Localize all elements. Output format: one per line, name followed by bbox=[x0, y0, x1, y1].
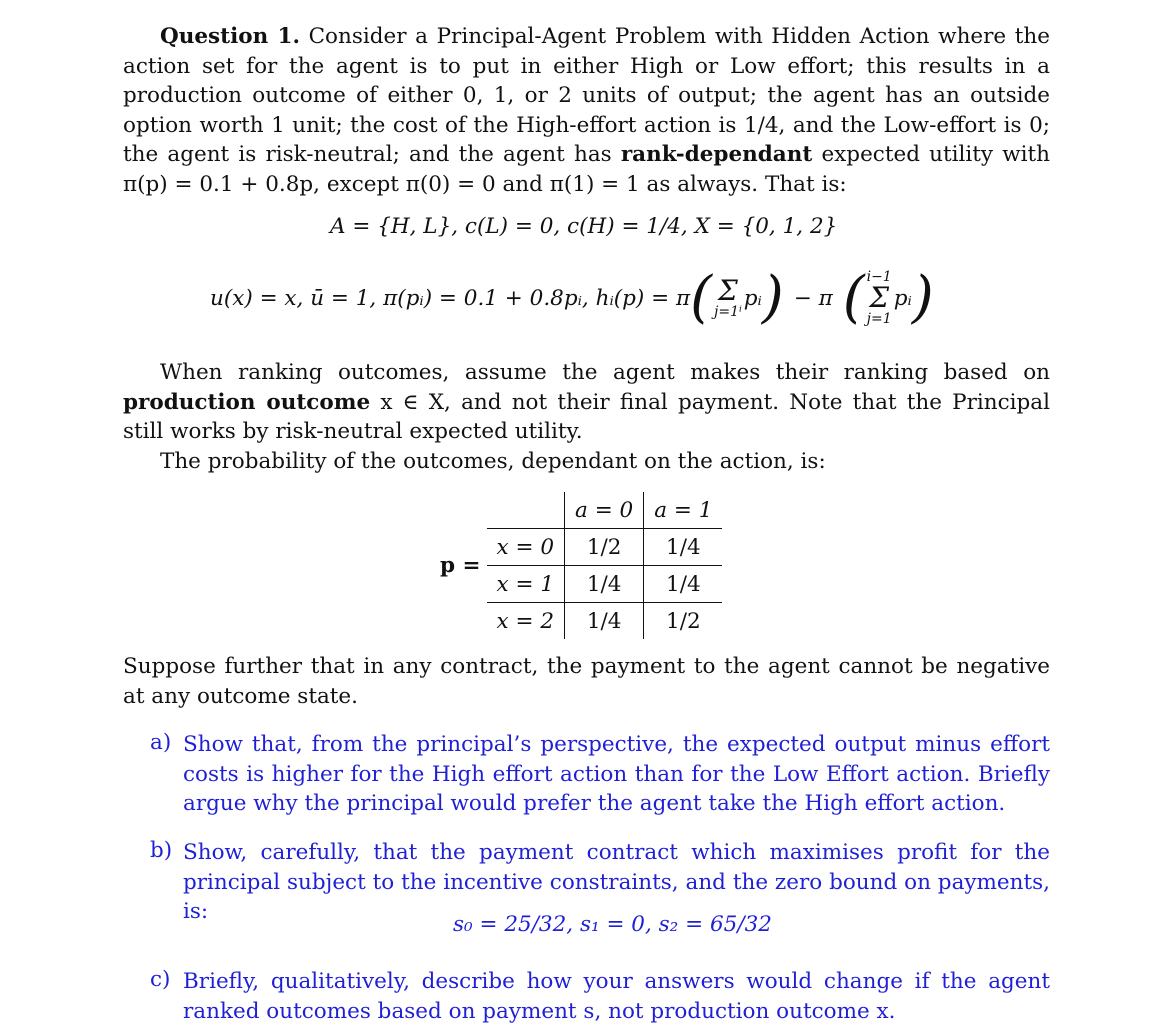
part-c-label: c) bbox=[150, 967, 171, 992]
table-cell: 1/4 bbox=[565, 603, 644, 640]
matrix-label: p = bbox=[440, 553, 481, 578]
intro-text-b: expected utility with π(p) = 0.1 + 0.8p, except π(0) = 0 and π(1) = 1 as always. That is: bbox=[123, 142, 1050, 197]
table-header-row bbox=[487, 492, 723, 529]
ranking-bold-term: production outcome bbox=[123, 389, 371, 415]
question-heading: Question 1. bbox=[160, 24, 300, 49]
ranking-text-b: x ∈ X, and not their final payment. Note that the Principal still works by risk-neutral expected utility. bbox=[123, 389, 1050, 444]
left-paren-2: ( bbox=[842, 265, 865, 330]
table-cell: x = 2 bbox=[487, 603, 565, 640]
equation-utility bbox=[210, 265, 934, 330]
table-header-cell bbox=[487, 492, 565, 529]
intro-bold-term: rank-dependant bbox=[620, 142, 813, 167]
table-row bbox=[487, 529, 723, 566]
ranking-paragraph bbox=[123, 358, 1050, 447]
table-cell: 1/4 bbox=[666, 534, 701, 560]
equation-action-set: A = {H, L}, c(L) = 0, c(H) = 1/4, X = {0, 1, 2} bbox=[330, 214, 838, 239]
table-header-cell: a = 1 bbox=[654, 497, 713, 523]
table-cell: 1/2 bbox=[666, 608, 701, 634]
table-row bbox=[487, 566, 723, 603]
sum-2 bbox=[867, 270, 892, 326]
part-a-text: Show that, from the principal’s perspective, the expected output minus effort costs is higher for the High effort action than for the Low Effort action. Briefly argue why the principal would prefer the agent take the High effort action. bbox=[183, 732, 1050, 816]
sum-2-sup: i−1 bbox=[866, 269, 892, 285]
intro-text-a: Consider a Principal-Agent Problem with Hidden Action where the action set for the agent is to put in either High or Low effort; this results in a production outcome of either 0, 1, or 2 units of output; the agent has an outside option worth 1 unit; the cost of the High-effort action is 1/4, and the Low-effort is 0; the agent is risk-neutral; and the agent has bbox=[123, 24, 1050, 167]
part-b-label: b) bbox=[150, 838, 173, 863]
table-row bbox=[487, 603, 723, 640]
probability-intro-text: The probability of the outcomes, dependant on the action, is: bbox=[160, 449, 826, 474]
table-cell: 1/4 bbox=[666, 571, 701, 597]
table-cell: x = 1 bbox=[487, 566, 565, 603]
sum-2-sub: j=1 bbox=[866, 311, 892, 327]
right-paren: ) bbox=[761, 265, 784, 330]
table-cell: 1/2 bbox=[565, 529, 644, 566]
left-paren: ( bbox=[690, 265, 712, 330]
equation-utility-left: u(x) = x, ū = 1, π(pᵢ) = 0.1 + 0.8pᵢ, hᵢ(p) = π bbox=[210, 285, 691, 311]
nonnegative-paragraph bbox=[123, 652, 1050, 711]
table-cell: x = 0 bbox=[487, 529, 565, 566]
table-header-cell: a = 0 bbox=[565, 492, 644, 529]
sum-1-sigma: Σ bbox=[718, 274, 738, 307]
sum-2-sigma: Σ bbox=[869, 281, 890, 314]
sum-1 bbox=[714, 274, 742, 320]
probability-intro bbox=[160, 447, 826, 477]
nonnegative-text: Suppose further that in any contract, the payment to the agent cannot be negative at any outcome state. bbox=[123, 654, 1050, 709]
intro-paragraph bbox=[123, 22, 1050, 199]
equation-minus: − π bbox=[793, 285, 833, 311]
probability-matrix bbox=[440, 492, 722, 639]
part-a-label: a) bbox=[150, 730, 172, 755]
sum-1-term: pᵢ bbox=[743, 285, 762, 311]
probability-table bbox=[487, 492, 723, 639]
part-c-text: Briefly, qualitatively, describe how your answers would change if the agent ranked outcomes based on payment s, not production outcome x. bbox=[183, 969, 1050, 1024]
right-paren-2: ) bbox=[911, 265, 934, 330]
part-c bbox=[150, 967, 1050, 1026]
part-a bbox=[150, 730, 1050, 819]
equation-contract: s₀ = 25/32, s₁ = 0, s₂ = 65/32 bbox=[453, 912, 772, 937]
table-cell: 1/4 bbox=[565, 566, 644, 603]
sum-1-sub: j=1ⁱ bbox=[714, 304, 742, 320]
part-b-text: Show, carefully, that the payment contract which maximises profit for the principal subject to the incentive constraints, and the zero bound on payments, is: bbox=[183, 840, 1050, 924]
sum-2-term: pᵢ bbox=[893, 285, 912, 311]
ranking-text-a: When ranking outcomes, assume the agent makes their ranking based on bbox=[160, 360, 1050, 385]
